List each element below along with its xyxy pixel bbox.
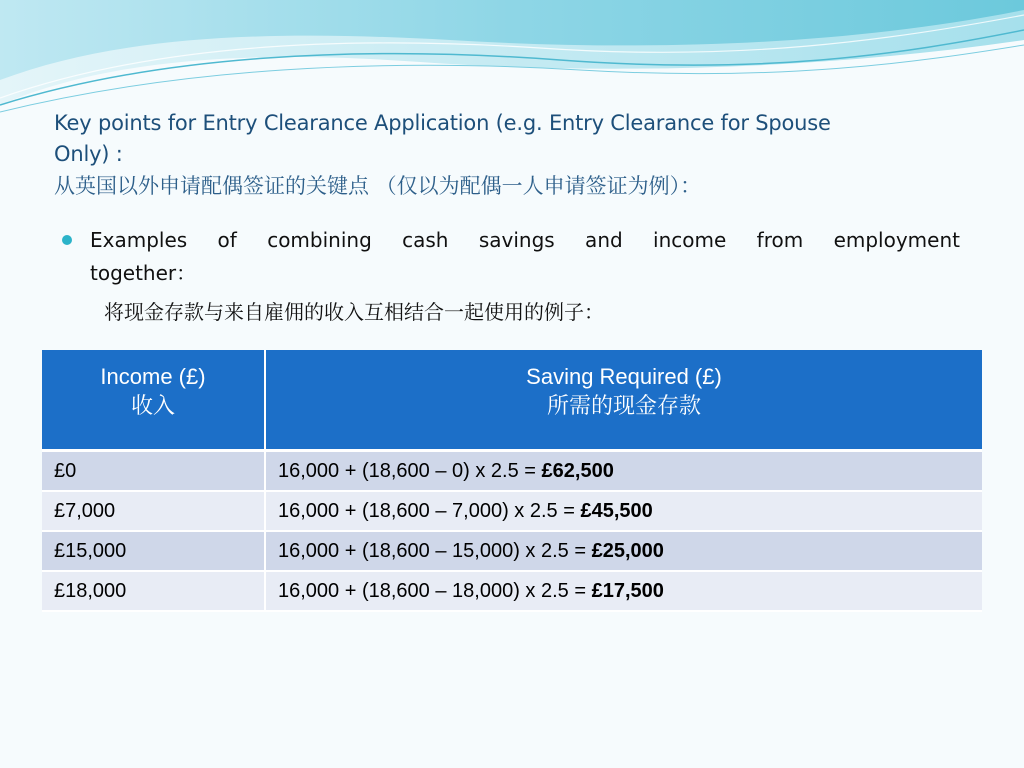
result-value: £17,500 <box>591 579 664 602</box>
income-cell: £0 <box>42 451 265 492</box>
header-saving-zh: 所需的现金存款 <box>546 393 701 418</box>
formula-text: 16,000 + (18,600 – 0) x 2.5 = <box>278 459 542 482</box>
header-income-en: Income (£) <box>100 364 206 389</box>
title-line-2: Only) : <box>54 142 123 166</box>
header-saving-en: Saving Required (£) <box>526 364 722 389</box>
formula-cell <box>265 531 982 571</box>
table-row <box>42 531 982 571</box>
savings-table <box>42 350 982 612</box>
header-income-zh: 收入 <box>130 393 175 418</box>
bullet-line-2: together： <box>90 261 197 285</box>
formula-cell <box>265 491 982 531</box>
table-row <box>42 451 982 492</box>
formula-text: 16,000 + (18,600 – 7,000) x 2.5 = <box>278 499 581 522</box>
income-cell: £18,000 <box>42 571 265 611</box>
title-chinese: 从英国以外申请配偶签证的关键点 （仅以为配偶一人申请签证为例）： <box>54 174 702 198</box>
title-english <box>54 108 954 170</box>
formula-text: 16,000 + (18,600 – 15,000) x 2.5 = <box>278 539 592 562</box>
table-header-row <box>42 350 982 451</box>
title-line-1: Key points for Entry Clearance Application (e.g. Entry Clearance for Spouse <box>54 111 831 135</box>
bullet-point <box>62 224 962 329</box>
formula-cell <box>265 571 982 611</box>
result-value: £25,000 <box>591 539 664 562</box>
header-wave-decoration <box>0 0 1024 120</box>
formula-cell <box>265 451 982 492</box>
bullet-dot-icon <box>62 235 72 245</box>
bullet-chinese: 将现金存款与来自雇佣的收入互相结合一起使用的例子： <box>104 300 604 324</box>
formula-text: 16,000 + (18,600 – 18,000) x 2.5 = <box>278 579 592 602</box>
table-row <box>42 571 982 611</box>
table-row <box>42 491 982 531</box>
result-value: £45,500 <box>580 499 653 522</box>
slide-title <box>54 108 954 203</box>
income-cell: £7,000 <box>42 491 265 531</box>
result-value: £62,500 <box>541 459 614 482</box>
income-cell: £15,000 <box>42 531 265 571</box>
header-saving <box>265 350 982 451</box>
bullet-line-1: Examples of combining cash savings and income from employment <box>90 228 960 252</box>
header-income <box>42 350 265 451</box>
